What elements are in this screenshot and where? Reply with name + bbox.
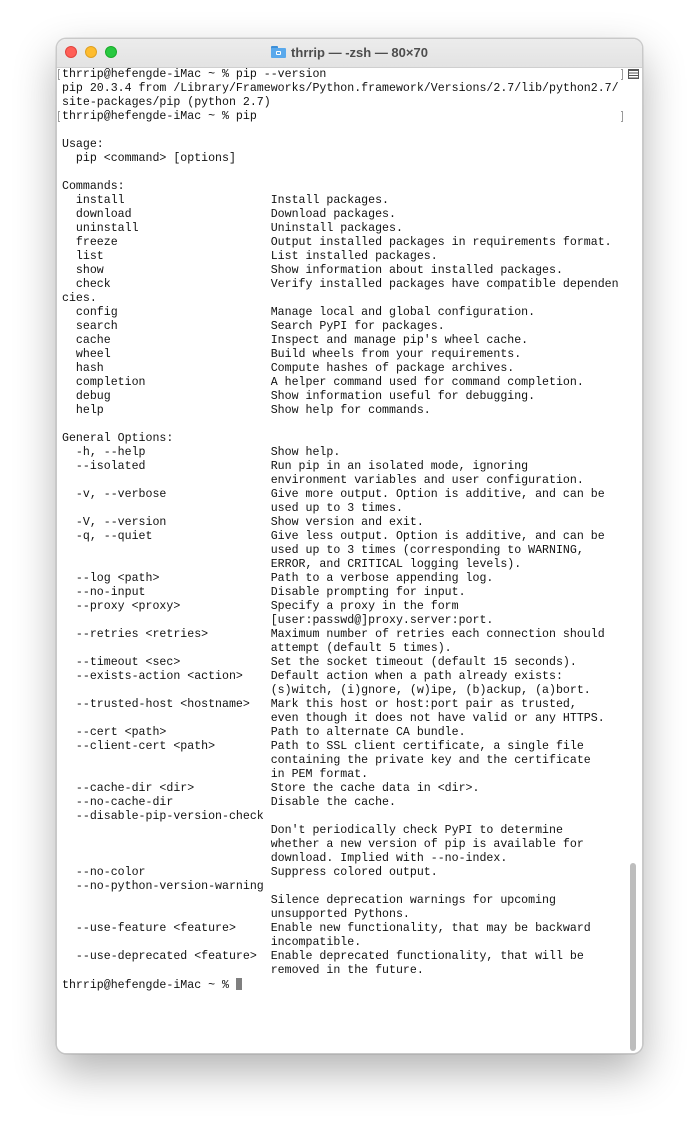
terminal-line: --log <path> Path to a verbose appending log. [62,572,494,585]
terminal-line: --use-feature <feature> Enable new functionality, that may be backward [62,922,591,935]
terminal-output [62,68,619,992]
window-title [57,39,642,67]
terminal-line: list List installed packages. [62,250,438,263]
terminal-line [62,166,619,180]
terminal-line: --no-color Suppress colored output. [62,866,438,879]
terminal-line: show Show information about installed packages. [62,264,563,277]
text-cursor [236,978,242,990]
terminal-line: --cert <path> Path to alternate CA bundle. [62,726,466,739]
terminal-line: Commands: [62,180,125,193]
terminal-line: incompatible. [62,936,362,949]
terminal-line: attempt (default 5 times). [62,642,452,655]
terminal-line: used up to 3 times. [62,502,403,515]
terminal-prompt: thrrip@hefengde-iMac ~ % [62,979,236,992]
terminal-line: General Options: [62,432,174,445]
terminal-line: [user:passwd@]proxy.server:port. [62,614,494,627]
terminal-line: Usage: [62,138,104,151]
terminal-line: help Show help for commands. [62,404,431,417]
terminal-line: --exists-action <action> Default action when a path already exists: [62,670,563,683]
terminal-line: install Install packages. [62,194,389,207]
terminal-line: in PEM format. [62,768,369,781]
terminal-line: download Download packages. [62,208,396,221]
terminal-line: check Verify installed packages have compatible dependen [62,278,619,291]
terminal-line: hash Compute hashes of package archives. [62,362,515,375]
terminal-line: environment variables and user configuration. [62,474,584,487]
terminal-line: --use-deprecated <feature> Enable deprecated functionality, that will be [62,950,584,963]
prompt-mark-left [58,69,60,80]
terminal-line: Silence deprecation warnings for upcoming [62,894,556,907]
terminal-line: --cache-dir <dir> Store the cache data in <dir>. [62,782,480,795]
terminal-line: cies. [62,292,97,305]
terminal-line: uninstall Uninstall packages. [62,222,403,235]
terminal-line: thrrip@hefengde-iMac ~ % pip --version [62,68,327,81]
terminal-line: -v, --verbose Give more output. Option is additive, and can be [62,488,605,501]
terminal-line: cache Inspect and manage pip's wheel cache. [62,334,529,347]
terminal-line: even though it does not have valid or any HTTPS. [62,712,605,725]
title-bar[interactable] [57,39,642,68]
terminal-line: completion A helper command used for command completion. [62,376,584,389]
terminal-line: containing the private key and the certificate [62,754,591,767]
close-button[interactable] [65,46,77,58]
terminal-line: thrrip@hefengde-iMac ~ % pip [62,110,257,123]
terminal-line: Don't periodically check PyPI to determine [62,824,563,837]
terminal-line: --proxy <proxy> Specify a proxy in the form [62,600,459,613]
terminal-line: --trusted-host <hostname> Mark this host or host:port pair as trusted, [62,698,577,711]
terminal-line [62,418,619,432]
terminal-line: whether a new version of pip is available for [62,838,584,851]
terminal-line: (s)witch, (i)gnore, (w)ipe, (b)ackup, (a)bort. [62,684,591,697]
terminal-line: --retries <retries> Maximum number of retries each connection should [62,628,605,641]
terminal-line: download. Implied with --no-index. [62,852,508,865]
minimize-button[interactable] [85,46,97,58]
terminal-line: ERROR, and CRITICAL logging levels). [62,558,522,571]
terminal-line: pip 20.3.4 from /Library/Frameworks/Python.framework/Versions/2.7/lib/python2.7/ [62,82,619,95]
prompt-mark-left [58,111,60,122]
terminal-line: -q, --quiet Give less output. Option is additive, and can be [62,530,605,543]
terminal-line: -h, --help Show help. [62,446,341,459]
terminal-line: --isolated Run pip in an isolated mode, ignoring [62,460,529,473]
terminal-content[interactable] [57,68,642,1053]
terminal-line: unsupported Pythons. [62,908,410,921]
zoom-button[interactable] [105,46,117,58]
terminal-line: --timeout <sec> Set the socket timeout (default 15 seconds). [62,656,577,669]
terminal-line: config Manage local and global configuration. [62,306,536,319]
terminal-line: --client-cert <path> Path to SSL client certificate, a single file [62,740,584,753]
terminal-line [62,124,619,138]
terminal-line: site-packages/pip (python 2.7) [62,96,271,109]
terminal-line: search Search PyPI for packages. [62,320,445,333]
terminal-line: pip <command> [options] [62,152,236,165]
terminal-line: debug Show information useful for debugging. [62,390,536,403]
terminal-line: --no-input Disable prompting for input. [62,586,466,599]
terminal-line: used up to 3 times (corresponding to WARNING, [62,544,584,557]
scrollbar-thumb[interactable] [630,863,636,1051]
terminal-line: --disable-pip-version-check [62,810,264,823]
terminal-prompt-line[interactable] [62,978,619,992]
split-pane-icon[interactable] [628,69,639,79]
terminal-line: -V, --version Show version and exit. [62,516,424,529]
terminal-line: removed in the future. [62,964,424,977]
folder-icon [271,46,286,58]
terminal-line: --no-cache-dir Disable the cache. [62,796,396,809]
prompt-mark-right [621,111,623,122]
terminal-line: --no-python-version-warning [62,880,264,893]
terminal-line: wheel Build wheels from your requirements. [62,348,522,361]
terminal-line: freeze Output installed packages in requirements format. [62,236,612,249]
terminal-window [56,38,643,1054]
prompt-mark-right [621,69,623,80]
window-title-text: thrrip — -zsh — 80×70 [291,45,428,60]
